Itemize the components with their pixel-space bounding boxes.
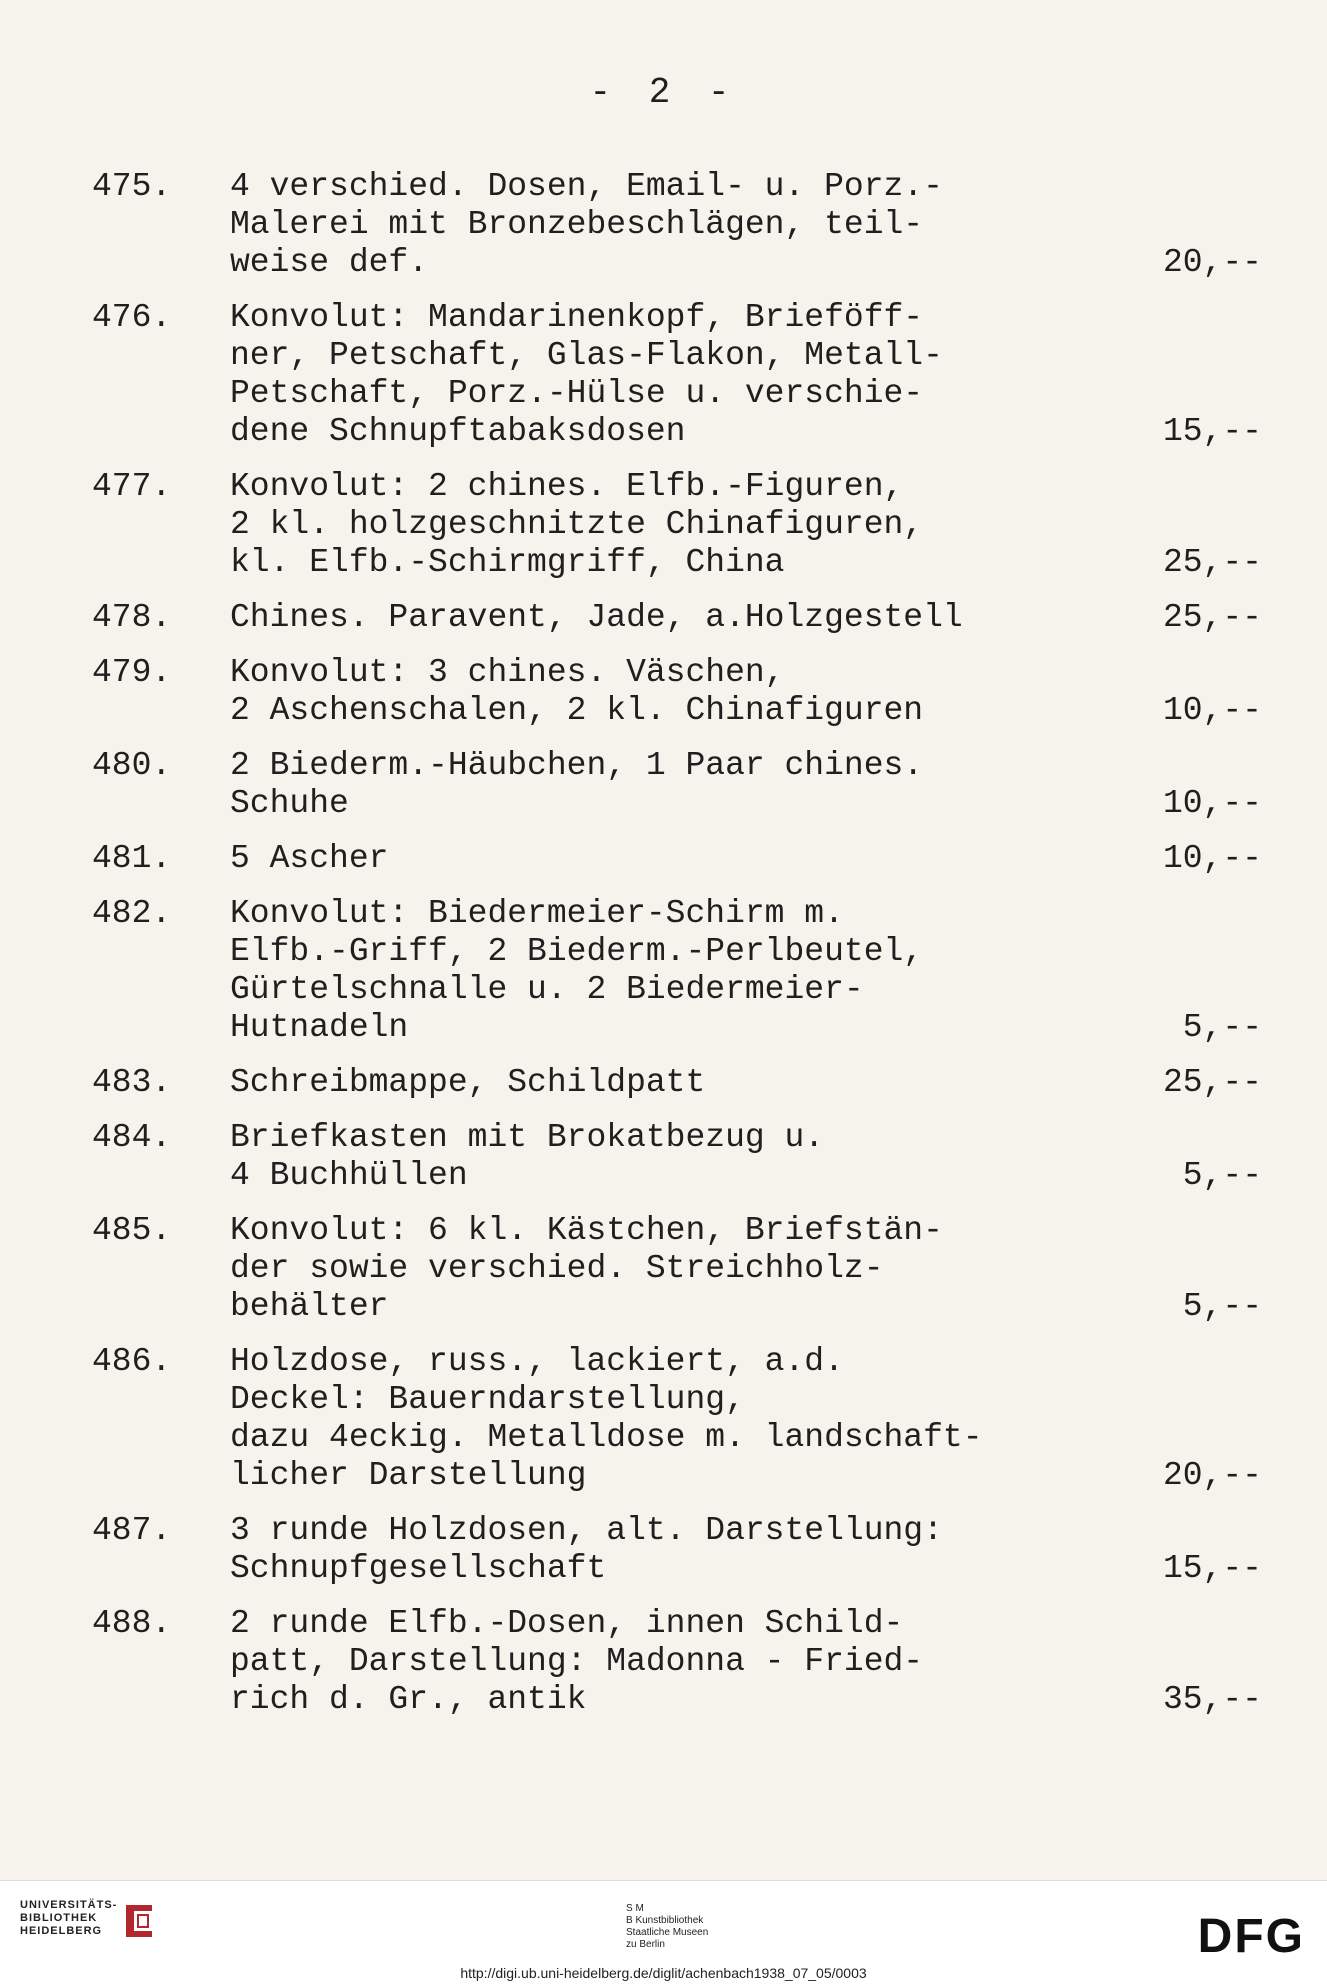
kb-logo-line: S M xyxy=(626,1903,644,1914)
viewer-footer xyxy=(0,1880,1327,1984)
lot-description-line: 2 Aschenschalen, 2 kl. Chinafiguren xyxy=(230,692,924,729)
lot-price: 25,-- xyxy=(1162,1064,1262,1101)
kb-logo-line: Staatliche Museen xyxy=(626,1927,709,1938)
lot-description-line: Konvolut: Biedermeier-Schirm m. xyxy=(230,895,844,932)
lot-number: 487. xyxy=(92,1512,172,1549)
lot-price: 20,-- xyxy=(1162,1457,1262,1494)
lot-price: 20,-- xyxy=(1162,244,1262,281)
lot-description-line: Briefkasten mit Brokatbezug u. xyxy=(230,1119,825,1156)
lot-description-line: Petschaft, Porz.-Hülse u. verschie- xyxy=(230,375,924,412)
lot-price: 10,-- xyxy=(1162,840,1262,877)
uni-logo-line: UNIVERSITÄTS- xyxy=(20,1899,118,1911)
lot-number: 481. xyxy=(92,840,172,877)
lot-description-line: Elfb.-Griff, 2 Biederm.-Perlbeutel, xyxy=(230,933,924,970)
lot-price: 25,-- xyxy=(1162,544,1262,581)
lot-description xyxy=(230,747,1110,823)
university-library-logo[interactable] xyxy=(20,1899,170,1938)
lot-description-line: 2 Biederm.-Häubchen, 1 Paar chines. xyxy=(230,747,924,784)
lot-description xyxy=(230,895,1110,1047)
lot-entry xyxy=(92,168,1262,282)
lot-number: 479. xyxy=(92,654,172,691)
lot-price: 5,-- xyxy=(1182,1157,1262,1194)
lot-description xyxy=(230,1212,1110,1326)
kb-logo-line: zu Berlin xyxy=(626,1939,665,1950)
lot-description-line: weise def. xyxy=(230,244,429,281)
lot-entry xyxy=(92,299,1262,451)
lot-entry xyxy=(92,1212,1262,1326)
lot-entry xyxy=(92,654,1262,730)
lot-entry xyxy=(92,1064,1262,1102)
lot-entry xyxy=(92,747,1262,823)
lot-description xyxy=(230,1119,1110,1195)
lot-description-line: 4 verschied. Dosen, Email- u. Porz.- xyxy=(230,168,943,205)
lot-price: 25,-- xyxy=(1162,599,1262,636)
lot-description-line: Gürtelschnalle u. 2 Biedermeier- xyxy=(230,971,864,1008)
lot-number: 482. xyxy=(92,895,172,932)
lot-number: 475. xyxy=(92,168,172,205)
lot-description xyxy=(230,1064,1110,1102)
lot-description-line: behälter xyxy=(230,1288,389,1325)
lot-entry xyxy=(92,1512,1262,1588)
lot-description-line: 4 Buchhüllen xyxy=(230,1157,468,1194)
lot-description xyxy=(230,168,1110,282)
dfg-logo[interactable]: DFG xyxy=(1197,1910,1305,1963)
page-number: - 2 - xyxy=(589,72,738,113)
university-mark-icon xyxy=(122,1901,156,1941)
lot-description-line: Malerei mit Bronzebeschlägen, teil- xyxy=(230,206,924,243)
lot-description xyxy=(230,299,1110,451)
lot-number: 485. xyxy=(92,1212,172,1249)
lot-price: 10,-- xyxy=(1162,692,1262,729)
lot-description-line: Deckel: Bauerndarstellung, xyxy=(230,1381,745,1418)
lot-number: 478. xyxy=(92,599,172,636)
lot-description-line: 2 runde Elfb.-Dosen, innen Schild- xyxy=(230,1605,904,1642)
lot-description xyxy=(230,654,1110,730)
lot-description-line: der sowie verschied. Streichholz- xyxy=(230,1250,884,1287)
lot-description xyxy=(230,840,1110,878)
lot-description-line: Konvolut: Mandarinenkopf, Brieföff- xyxy=(230,299,924,336)
lot-description-line: 3 runde Holzdosen, alt. Darstellung: xyxy=(230,1512,943,1549)
lot-description-line: Konvolut: 2 chines. Elfb.-Figuren, xyxy=(230,468,904,505)
lot-entry xyxy=(92,895,1262,1047)
lot-description-line: ner, Petschaft, Glas-Flakon, Metall- xyxy=(230,337,943,374)
lot-description-line: dene Schnupftabaksdosen xyxy=(230,413,686,450)
lot-description-line: dazu 4eckig. Metalldose m. landschaft- xyxy=(230,1419,983,1456)
kunstbibliothek-logo[interactable] xyxy=(626,1903,708,1951)
lot-description-line: Hutnadeln xyxy=(230,1009,409,1046)
lot-price: 35,-- xyxy=(1162,1681,1262,1718)
lot-price: 15,-- xyxy=(1162,413,1262,450)
lot-description xyxy=(230,1343,1110,1495)
lot-description-line: 2 kl. holzgeschnitzte Chinafiguren, xyxy=(230,506,924,543)
lot-description xyxy=(230,468,1110,582)
kb-logo-line: B Kunstbibliothek xyxy=(626,1915,704,1926)
lot-number: 480. xyxy=(92,747,172,784)
lot-number: 476. xyxy=(92,299,172,336)
uni-logo-line: HEIDELBERG xyxy=(20,1925,103,1937)
uni-logo-line: BIBLIOTHEK xyxy=(20,1912,98,1924)
lot-description-line: Schnupfgesellschaft xyxy=(230,1550,607,1587)
permalink-url[interactable]: http://digi.ub.uni-heidelberg.de/diglit/achenbach1938_07_05/0003 xyxy=(460,1965,867,1981)
lot-entry xyxy=(92,1605,1262,1719)
lot-price: 5,-- xyxy=(1182,1009,1262,1046)
lot-price: 15,-- xyxy=(1162,1550,1262,1587)
lot-number: 484. xyxy=(92,1119,172,1156)
lot-entry xyxy=(92,840,1262,878)
lot-number: 486. xyxy=(92,1343,172,1380)
lot-description-line: Konvolut: 3 chines. Väschen, xyxy=(230,654,785,691)
lot-description xyxy=(230,1605,1110,1719)
lot-description-line: 5 Ascher xyxy=(230,840,389,877)
lot-entry xyxy=(92,599,1262,637)
lot-entry xyxy=(92,1343,1262,1495)
lot-number: 483. xyxy=(92,1064,172,1101)
lot-entry xyxy=(92,1119,1262,1195)
lot-price: 10,-- xyxy=(1162,785,1262,822)
lot-description-line: kl. Elfb.-Schirmgriff, China xyxy=(230,544,785,581)
lot-number: 488. xyxy=(92,1605,172,1642)
lot-description-line: Holzdose, russ., lackiert, a.d. xyxy=(230,1343,844,1380)
lot-description-line: Chines. Paravent, Jade, a.Holzgestell xyxy=(230,599,963,636)
lot-price: 5,-- xyxy=(1182,1288,1262,1325)
lot-description-line: licher Darstellung xyxy=(230,1457,587,1494)
lot-description xyxy=(230,1512,1110,1588)
lot-description-line: Schuhe xyxy=(230,785,349,822)
lot-entry xyxy=(92,468,1262,582)
lot-description-line: Schreibmappe, Schildpatt xyxy=(230,1064,706,1101)
lot-description xyxy=(230,599,1110,637)
lot-description-line: patt, Darstellung: Madonna - Fried- xyxy=(230,1643,924,1680)
lot-number: 477. xyxy=(92,468,172,505)
lot-list xyxy=(92,168,1262,1736)
lot-description-line: rich d. Gr., antik xyxy=(230,1681,587,1718)
lot-description-line: Konvolut: 6 kl. Kästchen, Briefstän- xyxy=(230,1212,943,1249)
